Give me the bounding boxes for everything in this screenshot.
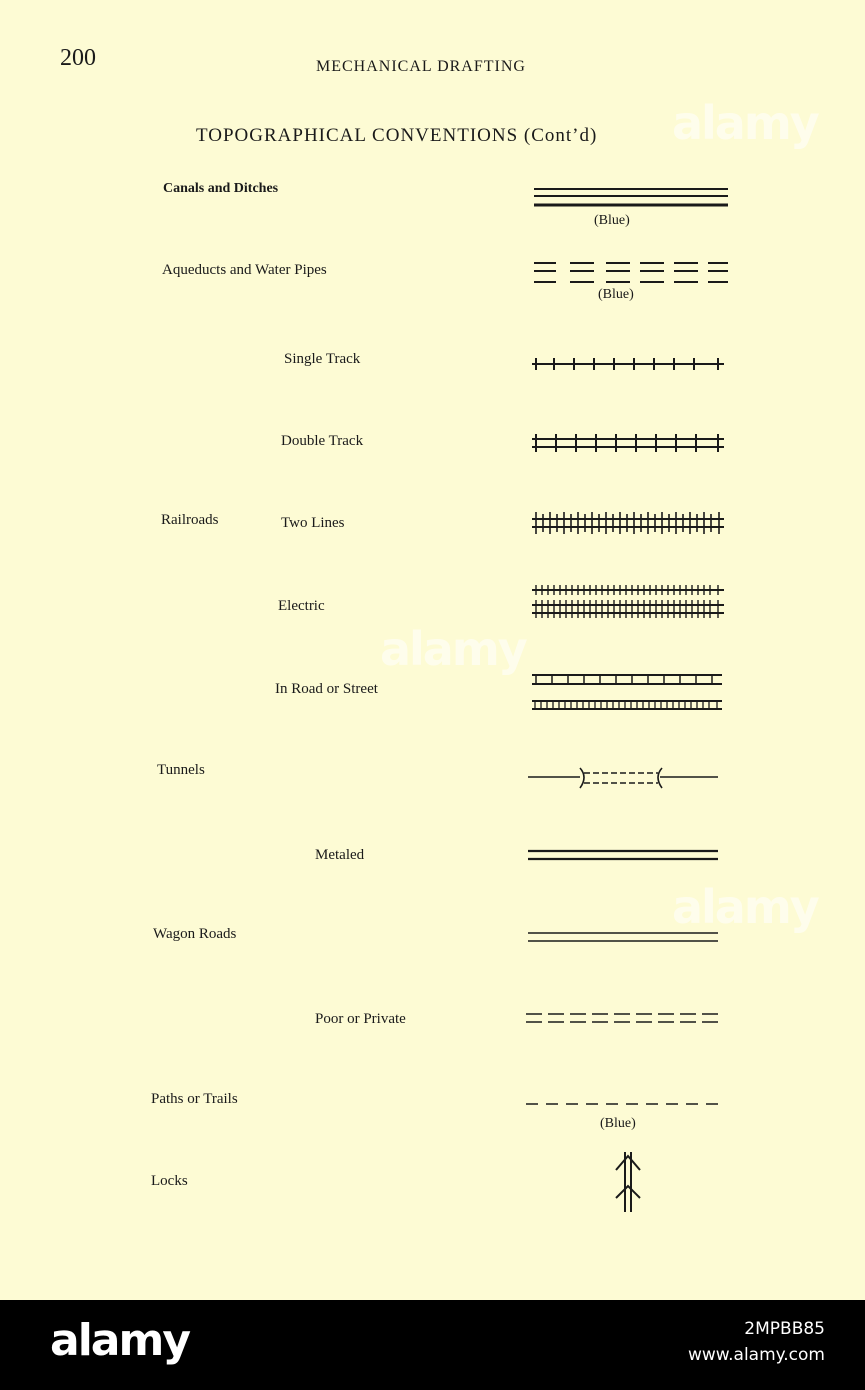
label-wagon-roads: Wagon Roads [153,926,237,942]
aqueducts-color-note: (Blue) [598,287,634,302]
watermark-lower-right: alamy [672,880,818,934]
paths-color-note: (Blue) [600,1116,636,1131]
poor-private-symbol [526,1011,720,1027]
metaled-symbol [528,848,720,862]
label-paths: Paths or Trails [151,1091,238,1107]
label-railroads: Railroads [161,512,219,528]
watermark-center: alamy [380,622,526,676]
label-in-road: In Road or Street [275,681,378,697]
label-single-track: Single Track [284,351,361,367]
label-aqueducts: Aqueducts and Water Pipes [162,262,327,278]
label-canals: Canals and Ditches [163,181,279,196]
label-double-track: Double Track [281,433,364,449]
single-track-symbol [532,356,726,372]
tunnels-symbol [528,764,722,794]
paths-symbol [526,1100,720,1108]
electric-symbol [532,582,726,620]
footer-logo: alamy [50,1315,189,1366]
label-poor-private: Poor or Private [315,1011,406,1027]
double-track-symbol [532,433,726,453]
canals-symbol [534,186,728,210]
footer-info [688,1317,825,1368]
label-locks: Locks [151,1173,188,1189]
label-metaled: Metaled [315,847,365,863]
locks-symbol [610,1150,646,1214]
watermark-top-right: alamy [672,96,818,150]
page-number: 200 [60,45,96,71]
aqueducts-symbol [534,260,728,286]
canals-color-note: (Blue) [594,213,630,228]
page-title: TOPOGRAPHICAL CONVENTIONS (Cont’d) [196,125,598,146]
two-lines-symbol [532,511,726,535]
label-two-lines: Two Lines [281,515,345,531]
in-road-symbol [532,672,726,714]
label-electric: Electric [278,598,325,614]
label-tunnels: Tunnels [157,762,205,778]
image-id: 2MPBB85 [744,1319,825,1339]
site-url: www.alamy.com [687,1344,825,1365]
running-head: MECHANICAL DRAFTING [316,58,526,75]
